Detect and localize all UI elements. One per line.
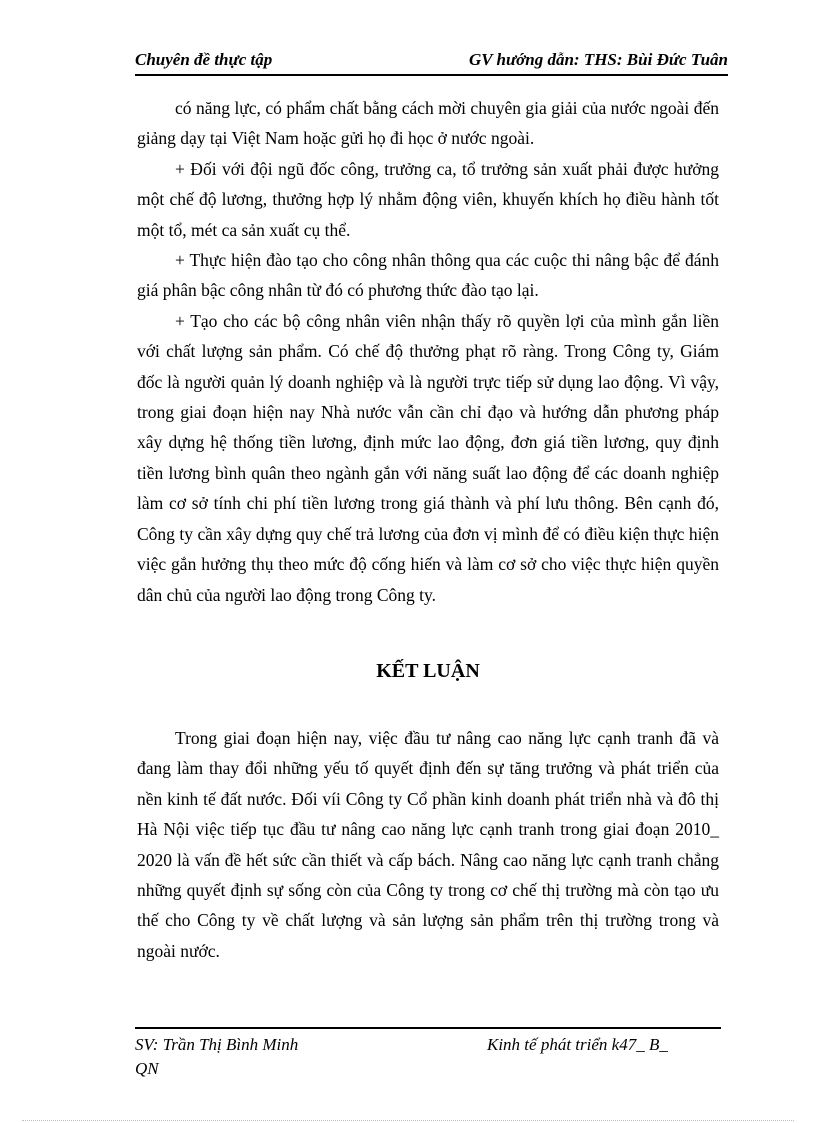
paragraph-4: + Tạo cho các bộ công nhân viên nhận thấy rõ quyền lợi của mình gắn liền với chất lượng sản phẩm. Có chế độ thưởng phạt rõ ràng. Trong Công ty, Giám đốc là người quản lý doanh nghiệp và là người trực tiếp sử dụng lao động. Vì vậy, trong giai đoạn hiện nay Nhà nước vẫn cần chỉ đạo và hướng dẫn phương pháp xây dựng hệ thống tiền lương, định mức lao động, đơn giá tiền lương, quy định tiền lương bình quân theo ngành gắn với năng suất lao động để các doanh nghiệp làm cơ sở tính chi phí tiền lương trong giá thành và phí lưu thông. Bên cạnh đó, Công ty cần xây dựng quy chế trả lương của đơn vị mình để có điều kiện thực hiện việc gắn hưởng thụ theo mức độ cống hiến và làm cơ sở cho việc thực hiện quyền dân chủ của người lao động trong Công ty. — [137, 310, 719, 605]
main-body — [137, 93, 719, 610]
footer-class-continued: QN — [135, 1059, 159, 1078]
header-supervisor: GV hướng dẫn: THS: Bùi Đức Tuân — [468, 50, 728, 69]
page-bottom-border — [22, 1120, 794, 1121]
footer-class: Kinh tế phát triển k47_ B_ — [487, 1035, 668, 1054]
paragraph-3: + Thực hiện đào tạo cho công nhân thông qua các cuộc thi nâng bậc để đánh giá phân bậc công nhân từ đó có phương thức đào tạo lại. — [137, 250, 719, 301]
paragraph-1: có năng lực, có phẩm chất bằng cách mời chuyên gia giải của nước ngoài đến giảng dạy tại Việt Nam hoặc gửi họ đi học ở nước ngoài. — [137, 98, 719, 149]
page-footer — [135, 1027, 721, 1078]
conclusion-paragraph: Trong giai đoạn hiện nay, việc đầu tư nâng cao năng lực cạnh tranh đã và đang làm thay đổi những yếu tố quyết định đến sự tăng trưởng và phát triển của nền kinh tế đất nước. Đối víi Công ty Cổ phần kinh doanh phát triển nhà và đô thị Hà Nội việc tiếp tục đầu tư nâng cao năng lực cạnh tranh trong giai đoạn 2010_ 2020 là vấn đề hết sức cần thiết và cấp bách. Nâng cao năng lực cạnh tranh chẳng những quyết định sự sống còn của Công ty trong cơ chế thị trường mà còn tạo ưu thế cho Công ty về chất lượng và sản lượng sản phẩm trên thị trường trong và ngoài nước. — [137, 728, 719, 961]
conclusion-body — [137, 723, 719, 966]
conclusion-title: KẾT LUẬN — [376, 660, 480, 682]
footer-student: SV: Trần Thị Bình Minh — [135, 1035, 299, 1054]
paragraph-2: + Đối với đội ngũ đốc công, trưởng ca, tổ trưởng sản xuất phải được hưởng một chế độ lương, thưởng hợp lý nhằm động viên, khuyến khích họ điều hành tốt một tổ, mét ca sản xuất cụ thể. — [137, 158, 719, 240]
header-subject: Chuyên đề thực tập — [135, 50, 273, 69]
page-header — [135, 48, 728, 76]
conclusion-heading-block — [137, 660, 719, 683]
